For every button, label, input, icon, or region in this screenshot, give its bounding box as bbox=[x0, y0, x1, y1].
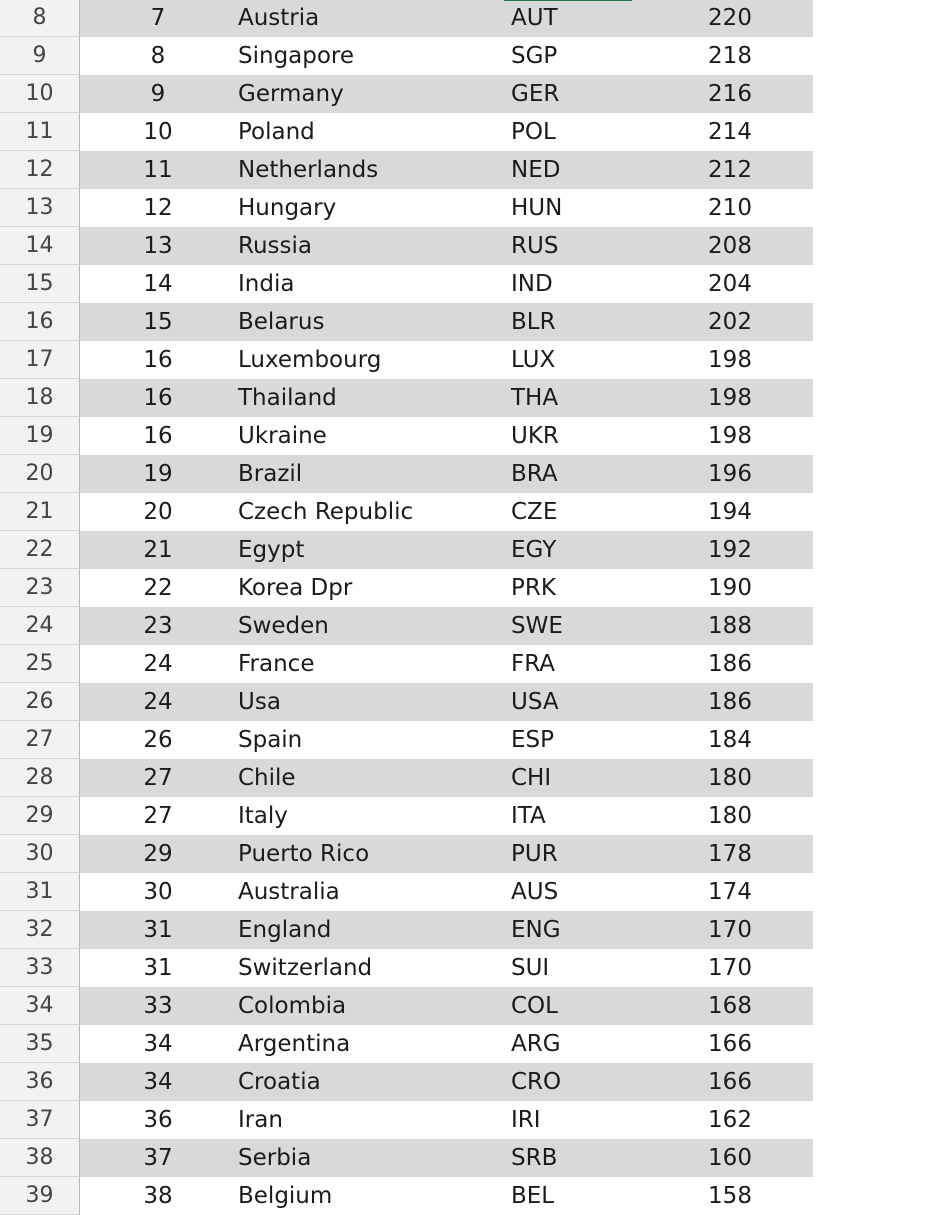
table-row bbox=[0, 1139, 931, 1177]
rank-cell[interactable]: 38 bbox=[143, 1183, 173, 1209]
country-code-cell[interactable]: IRI bbox=[511, 1107, 541, 1133]
table-row bbox=[0, 493, 931, 531]
country-cell[interactable]: Netherlands bbox=[238, 157, 379, 183]
country-cell[interactable]: Poland bbox=[238, 119, 315, 145]
row-header[interactable]: 8 bbox=[0, 0, 80, 37]
rank-cell[interactable]: 31 bbox=[143, 955, 173, 981]
row-header[interactable]: 25 bbox=[0, 645, 80, 683]
row-header[interactable]: 19 bbox=[0, 417, 80, 455]
country-code-cell[interactable]: CZE bbox=[511, 499, 558, 525]
table-row bbox=[0, 759, 931, 797]
country-code-cell[interactable]: HUN bbox=[511, 195, 563, 221]
rank-cell[interactable]: 19 bbox=[143, 461, 173, 487]
points-cell[interactable]: 180 bbox=[708, 765, 752, 791]
points-cell[interactable]: 186 bbox=[708, 651, 752, 677]
country-cell[interactable]: Chile bbox=[238, 765, 296, 791]
rank-cell[interactable]: 9 bbox=[150, 81, 166, 107]
country-cell[interactable]: Thailand bbox=[238, 385, 337, 411]
country-cell[interactable]: Russia bbox=[238, 233, 312, 259]
row-header[interactable]: 28 bbox=[0, 759, 80, 797]
row-header[interactable]: 20 bbox=[0, 455, 80, 493]
country-code-cell[interactable]: PUR bbox=[511, 841, 558, 867]
rank-cell[interactable]: 23 bbox=[143, 613, 173, 639]
points-cell[interactable]: 158 bbox=[708, 1183, 752, 1209]
table-row bbox=[0, 75, 931, 113]
country-code-cell[interactable]: UKR bbox=[511, 423, 559, 449]
points-cell[interactable]: 192 bbox=[708, 537, 752, 563]
table-row bbox=[0, 0, 931, 37]
country-cell[interactable]: Germany bbox=[238, 81, 344, 107]
country-code-cell[interactable]: SGP bbox=[511, 43, 558, 69]
country-code-cell[interactable]: BRA bbox=[511, 461, 558, 487]
table-row bbox=[0, 265, 931, 303]
table-row bbox=[0, 189, 931, 227]
country-code-cell[interactable]: PRK bbox=[511, 575, 556, 601]
rank-cell[interactable]: 16 bbox=[143, 347, 173, 373]
points-cell[interactable]: 170 bbox=[708, 955, 752, 981]
country-code-cell[interactable]: CHI bbox=[511, 765, 552, 791]
country-code-cell[interactable]: USA bbox=[511, 689, 559, 715]
points-cell[interactable]: 218 bbox=[708, 43, 752, 69]
selection-border bbox=[504, 0, 632, 1]
points-cell[interactable]: 170 bbox=[708, 917, 752, 943]
points-cell[interactable]: 186 bbox=[708, 689, 752, 715]
table-row bbox=[0, 797, 931, 835]
points-cell[interactable]: 162 bbox=[708, 1107, 752, 1133]
country-cell[interactable]: Puerto Rico bbox=[238, 841, 370, 867]
country-code-cell[interactable]: ITA bbox=[511, 803, 546, 829]
rank-cell[interactable]: 11 bbox=[143, 157, 173, 183]
points-cell[interactable]: 188 bbox=[708, 613, 752, 639]
table-row bbox=[0, 645, 931, 683]
country-cell[interactable]: Argentina bbox=[238, 1031, 351, 1057]
country-code-cell[interactable]: BLR bbox=[511, 309, 556, 335]
points-cell[interactable]: 198 bbox=[708, 347, 752, 373]
rank-cell[interactable]: 26 bbox=[143, 727, 173, 753]
table-row bbox=[0, 1025, 931, 1063]
row-header[interactable]: 9 bbox=[0, 37, 80, 75]
row-header[interactable]: 13 bbox=[0, 189, 80, 227]
points-cell[interactable]: 194 bbox=[708, 499, 752, 525]
row-header[interactable]: 18 bbox=[0, 379, 80, 417]
row-header[interactable]: 11 bbox=[0, 113, 80, 151]
rank-cell[interactable]: 27 bbox=[143, 803, 173, 829]
country-cell[interactable]: India bbox=[238, 271, 295, 297]
table-row bbox=[0, 303, 931, 341]
points-cell[interactable]: 190 bbox=[708, 575, 752, 601]
rank-cell[interactable]: 20 bbox=[143, 499, 173, 525]
country-code-cell[interactable]: BEL bbox=[511, 1183, 555, 1209]
table-row bbox=[0, 151, 931, 189]
rank-cell[interactable]: 7 bbox=[150, 5, 166, 31]
points-cell[interactable]: 212 bbox=[708, 157, 752, 183]
row-header[interactable]: 39 bbox=[0, 1177, 80, 1215]
points-cell[interactable]: 178 bbox=[708, 841, 752, 867]
country-code-cell[interactable]: NED bbox=[511, 157, 561, 183]
table-row bbox=[0, 1177, 931, 1215]
table-row bbox=[0, 835, 931, 873]
row-header[interactable]: 34 bbox=[0, 987, 80, 1025]
country-code-cell[interactable]: ESP bbox=[511, 727, 555, 753]
points-cell[interactable]: 168 bbox=[708, 993, 752, 1019]
country-cell[interactable]: Iran bbox=[238, 1107, 283, 1133]
points-cell[interactable]: 204 bbox=[708, 271, 752, 297]
country-cell[interactable]: France bbox=[238, 651, 315, 677]
table-row bbox=[0, 987, 931, 1025]
rank-cell[interactable]: 36 bbox=[143, 1107, 173, 1133]
country-code-cell[interactable]: ARG bbox=[511, 1031, 561, 1057]
table-row bbox=[0, 341, 931, 379]
country-cell[interactable]: Italy bbox=[238, 803, 288, 829]
row-header[interactable]: 16 bbox=[0, 303, 80, 341]
row-header[interactable]: 37 bbox=[0, 1101, 80, 1139]
country-cell[interactable]: Croatia bbox=[238, 1069, 321, 1095]
country-cell[interactable]: Serbia bbox=[238, 1145, 312, 1171]
points-cell[interactable]: 198 bbox=[708, 385, 752, 411]
row-header[interactable]: 22 bbox=[0, 531, 80, 569]
row-header[interactable]: 35 bbox=[0, 1025, 80, 1063]
points-cell[interactable]: 220 bbox=[708, 5, 752, 31]
row-header[interactable]: 32 bbox=[0, 911, 80, 949]
table-row bbox=[0, 607, 931, 645]
row-header[interactable]: 29 bbox=[0, 797, 80, 835]
rank-cell[interactable]: 24 bbox=[143, 651, 173, 677]
country-code-cell[interactable]: AUT bbox=[511, 5, 558, 31]
country-code-cell[interactable]: THA bbox=[511, 385, 559, 411]
country-cell[interactable]: Australia bbox=[238, 879, 340, 905]
rank-cell[interactable]: 34 bbox=[143, 1031, 173, 1057]
country-code-cell[interactable]: SUI bbox=[511, 955, 550, 981]
row-header[interactable]: 26 bbox=[0, 683, 80, 721]
country-cell[interactable]: Czech Republic bbox=[238, 499, 414, 525]
country-code-cell[interactable]: COL bbox=[511, 993, 558, 1019]
country-cell[interactable]: Luxembourg bbox=[238, 347, 382, 373]
rank-cell[interactable]: 21 bbox=[143, 537, 173, 563]
table-row bbox=[0, 37, 931, 75]
row-header[interactable]: 17 bbox=[0, 341, 80, 379]
country-code-cell[interactable]: AUS bbox=[511, 879, 559, 905]
country-cell[interactable]: Ukraine bbox=[238, 423, 327, 449]
table-row bbox=[0, 911, 931, 949]
points-cell[interactable]: 174 bbox=[708, 879, 752, 905]
table-row bbox=[0, 417, 931, 455]
country-code-cell[interactable]: IND bbox=[511, 271, 553, 297]
country-cell[interactable]: Egypt bbox=[238, 537, 305, 563]
rank-cell[interactable]: 37 bbox=[143, 1145, 173, 1171]
country-cell[interactable]: Hungary bbox=[238, 195, 337, 221]
country-code-cell[interactable]: CRO bbox=[511, 1069, 562, 1095]
rank-cell[interactable]: 34 bbox=[143, 1069, 173, 1095]
row-header[interactable]: 30 bbox=[0, 835, 80, 873]
country-code-cell[interactable]: RUS bbox=[511, 233, 559, 259]
country-code-cell[interactable]: SRB bbox=[511, 1145, 558, 1171]
country-cell[interactable]: Colombia bbox=[238, 993, 347, 1019]
points-cell[interactable]: 160 bbox=[708, 1145, 752, 1171]
country-code-cell[interactable]: GER bbox=[511, 81, 560, 107]
row-header[interactable]: 31 bbox=[0, 873, 80, 911]
country-code-cell[interactable]: FRA bbox=[511, 651, 556, 677]
country-cell[interactable]: Korea Dpr bbox=[238, 575, 353, 601]
points-cell[interactable]: 208 bbox=[708, 233, 752, 259]
row-header[interactable]: 33 bbox=[0, 949, 80, 987]
country-code-cell[interactable]: EGY bbox=[511, 537, 557, 563]
table-row bbox=[0, 113, 931, 151]
table-row bbox=[0, 531, 931, 569]
row-header[interactable]: 38 bbox=[0, 1139, 80, 1177]
points-cell[interactable]: 184 bbox=[708, 727, 752, 753]
rank-cell[interactable]: 16 bbox=[143, 423, 173, 449]
rank-cell[interactable]: 22 bbox=[143, 575, 173, 601]
country-cell[interactable]: Brazil bbox=[238, 461, 303, 487]
table-row bbox=[0, 1101, 931, 1139]
rank-cell[interactable]: 10 bbox=[143, 119, 173, 145]
country-code-cell[interactable]: POL bbox=[511, 119, 556, 145]
table-row bbox=[0, 1063, 931, 1101]
rank-cell[interactable]: 14 bbox=[143, 271, 173, 297]
rank-cell[interactable]: 13 bbox=[143, 233, 173, 259]
country-cell[interactable]: Austria bbox=[238, 5, 320, 31]
table-row bbox=[0, 721, 931, 759]
points-cell[interactable]: 216 bbox=[708, 81, 752, 107]
rank-cell[interactable]: 12 bbox=[143, 195, 173, 221]
country-cell[interactable]: Belarus bbox=[238, 309, 325, 335]
row-header[interactable]: 36 bbox=[0, 1063, 80, 1101]
rank-cell[interactable]: 27 bbox=[143, 765, 173, 791]
table-row bbox=[0, 949, 931, 987]
points-cell[interactable]: 198 bbox=[708, 423, 752, 449]
country-cell[interactable]: England bbox=[238, 917, 332, 943]
country-cell[interactable]: Spain bbox=[238, 727, 303, 753]
rank-cell[interactable]: 29 bbox=[143, 841, 173, 867]
points-cell[interactable]: 210 bbox=[708, 195, 752, 221]
row-header[interactable]: 10 bbox=[0, 75, 80, 113]
rank-cell[interactable]: 16 bbox=[143, 385, 173, 411]
rank-cell[interactable]: 24 bbox=[143, 689, 173, 715]
row-header[interactable]: 21 bbox=[0, 493, 80, 531]
country-cell[interactable]: Singapore bbox=[238, 43, 355, 69]
country-code-cell[interactable]: ENG bbox=[511, 917, 561, 943]
row-header[interactable]: 27 bbox=[0, 721, 80, 759]
table-row bbox=[0, 379, 931, 417]
country-cell[interactable]: Sweden bbox=[238, 613, 329, 639]
country-code-cell[interactable]: SWE bbox=[511, 613, 563, 639]
country-cell[interactable]: Usa bbox=[238, 689, 281, 715]
points-cell[interactable]: 166 bbox=[708, 1031, 752, 1057]
points-cell[interactable]: 202 bbox=[708, 309, 752, 335]
row-header[interactable]: 23 bbox=[0, 569, 80, 607]
table-row bbox=[0, 683, 931, 721]
table-row bbox=[0, 227, 931, 265]
country-cell[interactable]: Belgium bbox=[238, 1183, 333, 1209]
rank-cell[interactable]: 30 bbox=[143, 879, 173, 905]
points-cell[interactable]: 180 bbox=[708, 803, 752, 829]
row-header[interactable]: 14 bbox=[0, 227, 80, 265]
rank-cell[interactable]: 31 bbox=[143, 917, 173, 943]
row-header[interactable]: 15 bbox=[0, 265, 80, 303]
table-row bbox=[0, 873, 931, 911]
rank-cell[interactable]: 15 bbox=[143, 309, 173, 335]
table-row bbox=[0, 569, 931, 607]
country-code-cell[interactable]: LUX bbox=[511, 347, 556, 373]
row-header[interactable]: 24 bbox=[0, 607, 80, 645]
rank-cell[interactable]: 8 bbox=[150, 43, 166, 69]
rank-cell[interactable]: 33 bbox=[143, 993, 173, 1019]
points-cell[interactable]: 166 bbox=[708, 1069, 752, 1095]
points-cell[interactable]: 214 bbox=[708, 119, 752, 145]
points-cell[interactable]: 196 bbox=[708, 461, 752, 487]
country-cell[interactable]: Switzerland bbox=[238, 955, 373, 981]
row-header[interactable]: 12 bbox=[0, 151, 80, 189]
table-row bbox=[0, 455, 931, 493]
